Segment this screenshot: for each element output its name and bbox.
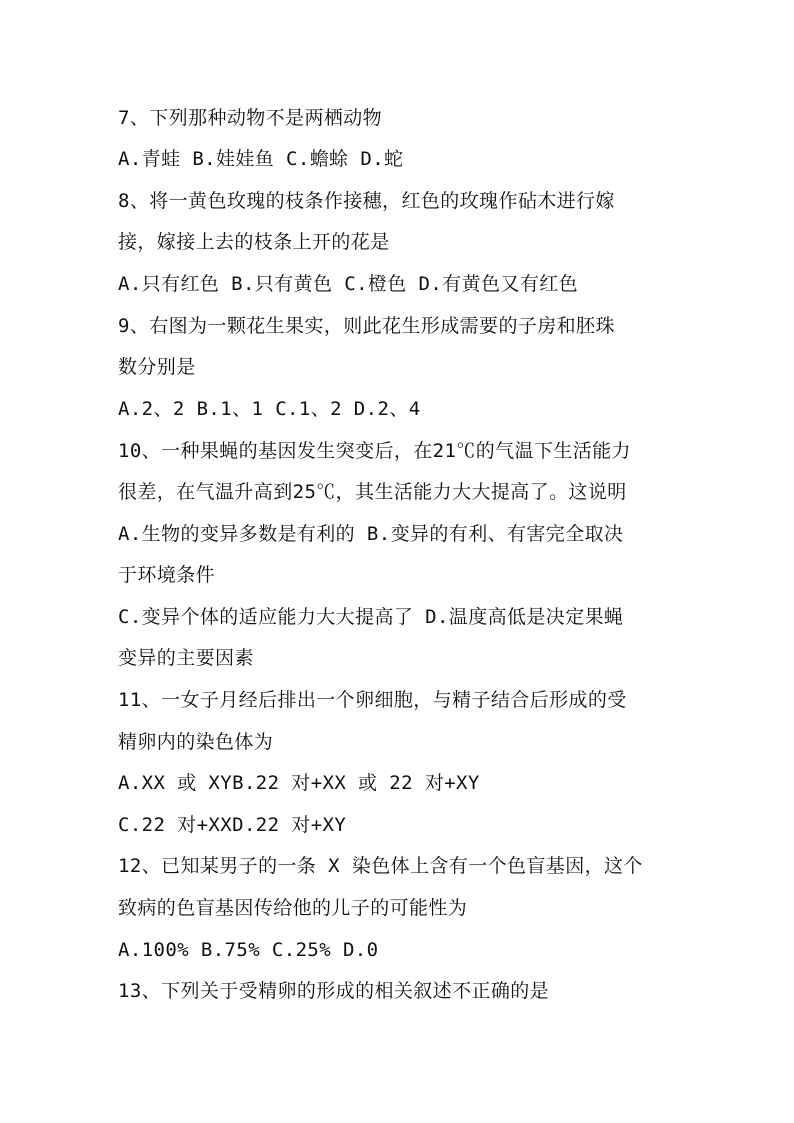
question-10-stem-line-2: 很差，在气温升高到25℃，其生活能力大大提高了。这说明 bbox=[118, 481, 627, 503]
question-11-options-line-1: A.XX 或 XYB.22 对+XX 或 22 对+XY bbox=[118, 772, 480, 794]
question-10-options-line-3: C.变异个体的适应能力大大提高了 D.温度高低是决定果蝇 bbox=[118, 606, 624, 628]
question-13-stem: 13、下列关于受精卵的形成的相关叙述不正确的是 bbox=[118, 980, 550, 1002]
question-9-stem-line-2: 数分别是 bbox=[118, 356, 196, 378]
question-11-stem-line-2: 精卵内的染色体为 bbox=[118, 731, 274, 753]
question-7-stem: 7、下列那种动物不是两栖动物 bbox=[118, 107, 383, 129]
question-11-stem-line-1: 11、一女子月经后排出一个卵细胞，与精子结合后形成的受 bbox=[118, 689, 627, 711]
question-8-options: A.只有红色 B.只有黄色 C.橙色 D.有黄色又有红色 bbox=[118, 273, 579, 295]
question-8-stem-line-1: 8、将一黄色玫瑰的枝条作接穗，红色的玫瑰作砧木进行嫁 bbox=[118, 190, 615, 212]
question-10-options-line-1: A.生物的变异多数是有利的 B.变异的有利、有害完全取决 bbox=[118, 523, 624, 545]
question-12-stem-line-1: 12、已知某男子的一条 X 染色体上含有一个色盲基因，这个 bbox=[118, 855, 643, 877]
question-10-stem-line-1: 10、一种果蝇的基因发生突变后，在21℃的气温下生活能力 bbox=[118, 440, 631, 462]
question-10-options-line-2: 于环境条件 bbox=[118, 564, 216, 586]
question-11-options-line-2: C.22 对+XXD.22 对+XY bbox=[118, 814, 347, 836]
question-7-options: A.青蛙 B.娃娃鱼 C.蟾蜍 D.蛇 bbox=[118, 148, 404, 170]
question-9-stem-line-1: 9、右图为一颗花生果实，则此花生形成需要的子房和胚珠 bbox=[118, 315, 615, 337]
question-8-stem-line-2: 接，嫁接上去的枝条上开的花是 bbox=[118, 231, 390, 253]
question-12-options: A.100% B.75% C.25% D.0 bbox=[118, 939, 379, 961]
question-12-stem-line-2: 致病的色盲基因传给他的儿子的可能性为 bbox=[118, 897, 468, 919]
question-9-options: A.2、2 B.1、1 C.1、2 D.2、4 bbox=[118, 398, 421, 420]
question-10-options-line-4: 变异的主要因素 bbox=[118, 647, 254, 669]
